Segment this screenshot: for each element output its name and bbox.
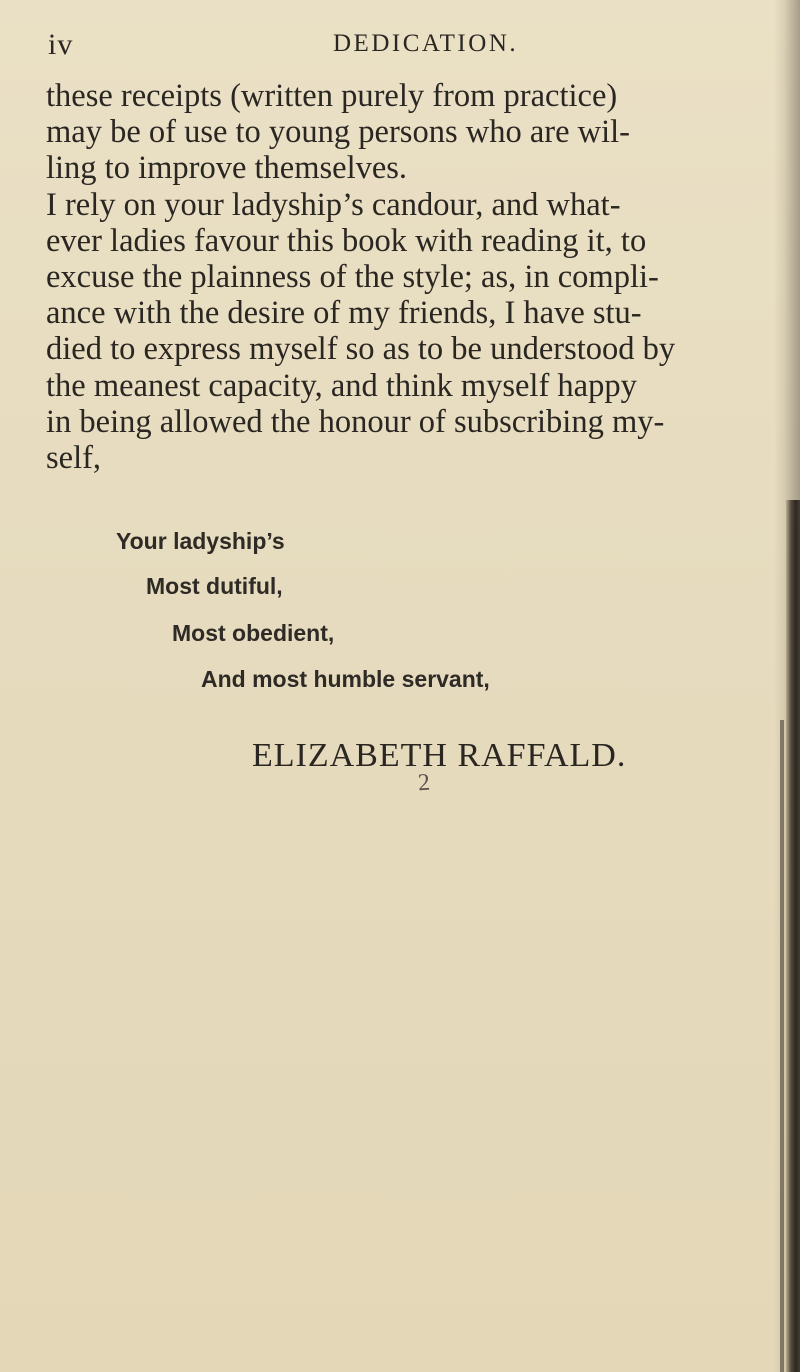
page-number: iv: [48, 28, 74, 61]
header-title: DEDICATION.: [333, 30, 519, 57]
body-line-6: excuse the plainness of the style; as, in compli-: [46, 259, 659, 296]
body-line-10: in being allowed the honour of subscribing my-: [46, 403, 665, 440]
body-line-9: the meanest capacity, and think myself happy: [46, 367, 637, 404]
body-line-7: ance with the desire of my friends, I have stu-: [46, 295, 642, 332]
signature: ELIZABETH RAFFALD.: [252, 737, 627, 774]
dedication-body: [46, 78, 762, 476]
running-head: [48, 28, 748, 68]
body-line-3: ling to improve themselves.: [46, 150, 408, 187]
closing-line-3: Most obedient,: [172, 620, 335, 646]
body-line-1: these receipts (written purely from practice): [46, 78, 618, 114]
body-line-8: died to express myself so as to be understood by: [46, 331, 676, 368]
closing-line-1: Your ladyship’s: [116, 528, 285, 554]
binding-edge: [786, 500, 800, 1372]
handwritten-mark: 2: [417, 769, 431, 797]
closing-line-2: Most dutiful,: [146, 573, 283, 599]
body-line-4: I rely on your ladyship’s candour, and what-: [46, 186, 621, 223]
body-line-5: ever ladies favour this book with reading it, to: [46, 222, 647, 259]
closing-line-4: And most humble servant,: [201, 666, 490, 692]
binding-edge-inner: [780, 720, 784, 1372]
body-line-2: may be of use to young persons who are wil-: [46, 114, 630, 151]
body-line-11: self,: [46, 440, 102, 477]
